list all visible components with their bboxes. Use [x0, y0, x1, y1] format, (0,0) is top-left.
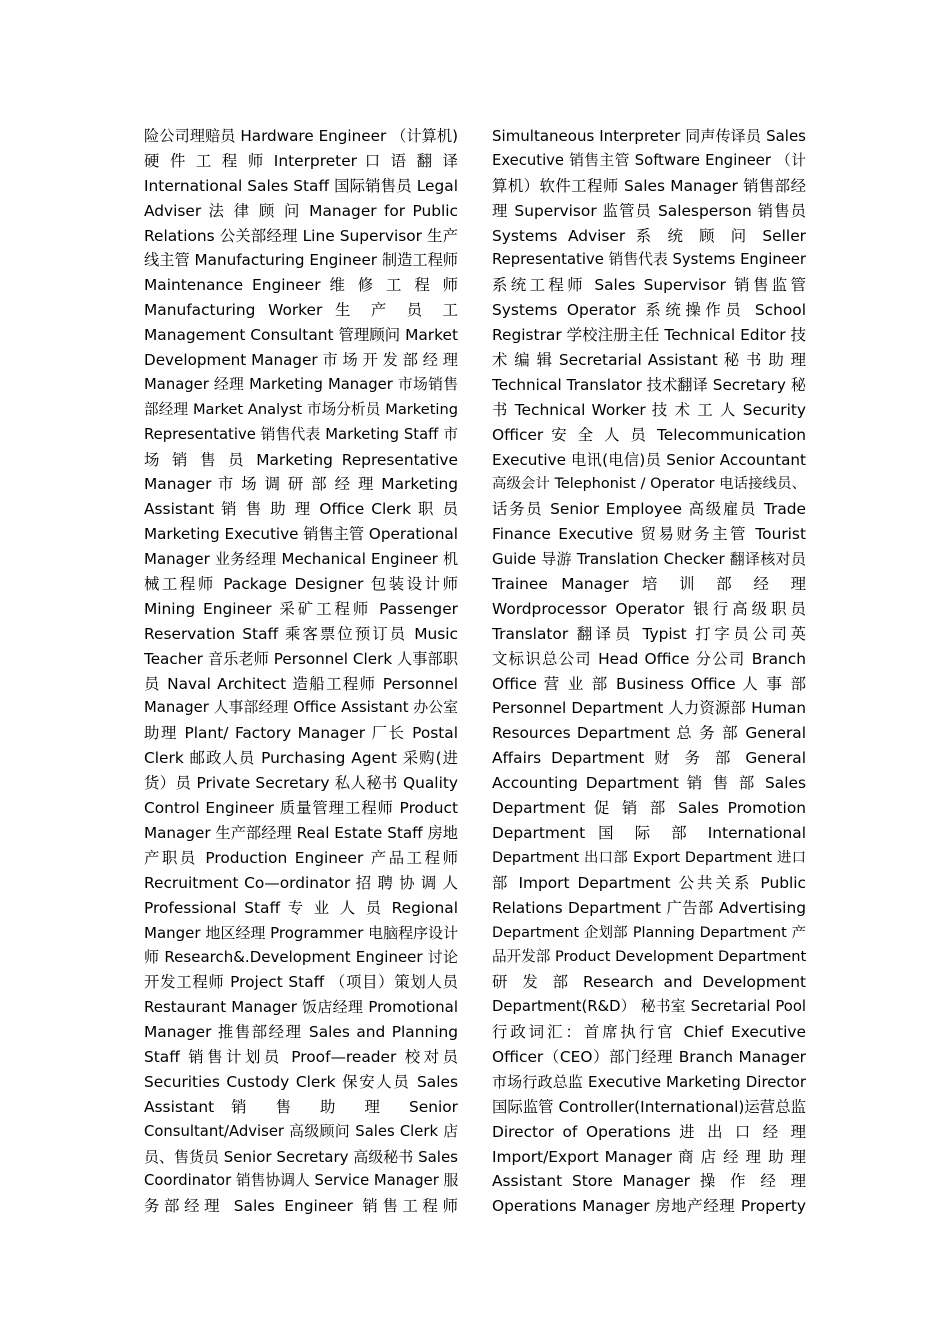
right-column-line: Resources Department 总 务 部 General: [492, 724, 806, 743]
right-column-line: Affairs Department 财 务 部 General: [492, 749, 806, 768]
left-column-line: Marketing Executive 销售主管 Operational: [144, 525, 458, 544]
right-column-line: Officer（CEO）部门经理 Branch Manager: [492, 1047, 806, 1066]
left-column-line: Teacher 音乐老师 Personnel Clerk 人事部职: [144, 649, 458, 668]
left-column-line: Restaurant Manager 饭店经理 Promotional: [144, 998, 458, 1017]
right-column-line: 系统工程师 Sales Supervisor 销售监管: [492, 276, 806, 295]
left-column-line: Control Engineer 质量管理工程师 Product: [144, 799, 458, 818]
left-column-line: 开发工程师 Project Staff （项目）策划人员: [144, 973, 458, 992]
right-column-line: Representative 销售代表 Systems Engineer: [492, 251, 806, 269]
left-column-line: International Sales Staff 国际销售员 Legal: [144, 176, 458, 195]
left-column-line: Staff 销售计划员 Proof—reader 校对员: [144, 1047, 458, 1066]
right-column-line: Guide 导游 Translation Checker 翻译核对员: [492, 550, 806, 569]
left-column-line: Reservation Staff 乘客票位预订员 Music: [144, 624, 458, 643]
left-column-line: 助理 Plant/ Factory Manager 厂长 Postal: [144, 724, 458, 743]
left-column-line: Assistant 销 售 助 理 Senior: [144, 1097, 458, 1116]
right-column-line: Executive 销售主管 Software Engineer （计: [492, 151, 806, 169]
right-text-column: [492, 124, 806, 1219]
left-column-line: Manager 经理 Marketing Manager 市场销售: [144, 375, 458, 393]
left-column-line: Manger 地区经理 Programmer 电脑程序设计: [144, 923, 458, 942]
left-column-line: Recruitment Co—ordinator 招 聘 协 调 人: [144, 873, 458, 892]
right-column-line: Wordprocessor Operator 银行高级职员: [492, 599, 806, 618]
left-column-line: Consultant/Adviser 高级顾问 Sales Clerk 店: [144, 1122, 458, 1140]
right-column-line: 高级会计 Telephonist / Operator 电话接线员、: [492, 476, 806, 493]
right-column-line: 文标识总公司 Head Office 分公司 Branch: [492, 649, 806, 668]
right-column-line: 研 发 部 Research and Development: [492, 973, 806, 992]
right-column-line: 书 Technical Worker 技 术 工 人 Security: [492, 400, 806, 419]
left-column-line: Manager 人事部经理 Office Assistant 办公室: [144, 699, 458, 717]
left-column-line: Manager 市 场 调 研 部 经 理 Marketing: [144, 475, 458, 494]
right-column-line: Finance Executive 贸易财务主管 Tourist: [492, 525, 806, 544]
left-column-line: 硬 件 工 程 师 Interpreter 口 语 翻 译: [144, 151, 458, 170]
right-column-line: Officer 安 全 人 员 Telecommunication: [492, 425, 806, 444]
left-text-column: [144, 124, 458, 1219]
left-column-line: 械工程师 Package Designer 包装设计师: [144, 575, 458, 594]
left-column-line: Clerk 邮政人员 Purchasing Agent 采购(进: [144, 749, 458, 768]
left-column-line: Manager 推售部经理 Sales and Planning: [144, 1023, 458, 1042]
left-column-line: Professional Staff 专 业 人 员 Regional: [144, 898, 458, 917]
left-column-line: 产职员 Production Engineer 产品工程师: [144, 848, 458, 867]
right-column-line: 品开发部 Product Development Department: [492, 948, 806, 966]
left-column-line: 员 Naval Architect 造船工程师 Personnel: [144, 674, 458, 693]
right-column-line: Translator 翻译员 Typist 打字员公司英: [492, 624, 806, 643]
left-column-line: Representative 销售代表 Marketing Staff 市: [144, 425, 458, 443]
right-column-line: 部 Import Department 公共关系 Public: [492, 873, 806, 892]
left-column-line: Coordinator 销售协调人 Service Manager 服: [144, 1172, 458, 1190]
left-column-line: Relations 公关部经理 Line Supervisor 生产: [144, 226, 458, 245]
right-column-line: Personnel Department 人力资源部 Human: [492, 699, 806, 718]
right-column-line: Technical Translator 技术翻译 Secretary 秘: [492, 375, 806, 394]
right-column-line: Director of Operations 进 出 口 经 理: [492, 1122, 806, 1141]
right-column-line: 市场行政总监 Executive Marketing Director: [492, 1072, 806, 1091]
right-column-line: Assistant Store Manager 操 作 经 理: [492, 1172, 806, 1191]
right-column-line: Department 企划部 Planning Department 产: [492, 924, 806, 941]
right-column-line: Department 出口部 Export Department 进口: [492, 849, 806, 866]
left-column-line: 师 Research&.Development Engineer 讨论: [144, 948, 458, 967]
left-column-line: Manufacturing Worker 生 产 员 工: [144, 301, 458, 320]
left-column-line: 员、售货员 Senior Secretary 高级秘书 Sales: [144, 1147, 458, 1166]
right-column-line: 算机）软件工程师 Sales Manager 销售部经: [492, 176, 806, 195]
right-column-line: 术 编 辑 Secretarial Assistant 秘 书 助 理: [492, 351, 806, 370]
left-column-line: Mining Engineer 采矿工程师 Passenger: [144, 599, 458, 618]
left-column-line: 险公司理赔员 Hardware Engineer （计算机): [144, 127, 458, 145]
left-column-line: 务部经理 Sales Engineer 销售工程师: [144, 1197, 458, 1216]
left-column-line: Assistant 销 售 助 理 Office Clerk 职 员: [144, 500, 458, 519]
right-column-line: Department(R&D） 秘书室 Secretarial Pool: [492, 998, 806, 1016]
left-column-line: 货）员 Private Secretary 私人秘书 Quality: [144, 774, 458, 793]
left-column-line: Securities Custody Clerk 保安人员 Sales: [144, 1072, 458, 1091]
right-column-line: Accounting Department 销 售 部 Sales: [492, 774, 806, 793]
left-column-line: 部经理 Market Analyst 市场分析员 Marketing: [144, 400, 458, 418]
right-column-line: 理 Supervisor 监管员 Salesperson 销售员: [492, 201, 806, 220]
right-column-line: 话务员 Senior Employee 高级雇员 Trade: [492, 500, 806, 519]
right-column-line: 行政词汇：首席执行官 Chief Executive: [492, 1023, 806, 1042]
right-column-line: Systems Operator 系统操作员 School: [492, 301, 806, 320]
left-column-line: Maintenance Engineer 维 修 工 程 师: [144, 276, 458, 295]
left-column-line: Development Manager 市 场 开 发 部 经 理: [144, 351, 458, 370]
right-column-line: Executive 电讯(电信)员 Senior Accountant: [492, 450, 806, 469]
left-column-line: 场 销 售 员 Marketing Representative: [144, 450, 458, 469]
right-column-line: 国际监管 Controller(International)运营总监: [492, 1097, 806, 1116]
right-column-line: Trainee Manager 培 训 部 经 理: [492, 575, 806, 594]
right-column-line: Department 国 际 部 International: [492, 823, 806, 842]
left-column-line: Adviser 法 律 顾 问 Manager for Public: [144, 201, 458, 220]
right-column-line: Office 营 业 部 Business Office 人 事 部: [492, 674, 806, 693]
right-column-line: Registrar 学校注册主任 Technical Editor 技: [492, 326, 806, 345]
right-column-line: Operations Manager 房地产经理 Property: [492, 1197, 806, 1216]
right-column-line: Systems Adviser 系 统 顾 问 Seller: [492, 226, 806, 245]
right-column-line: Department 促 销 部 Sales Promotion: [492, 799, 806, 818]
left-column-line: Manager 业务经理 Mechanical Engineer 机: [144, 550, 458, 569]
left-column-line: Manager 生产部经理 Real Estate Staff 房地: [144, 823, 458, 842]
right-column-line: Relations Department 广告部 Advertising: [492, 898, 806, 917]
left-column-line: Management Consultant 管理顾问 Market: [144, 326, 458, 345]
right-column-line: Import/Export Manager 商 店 经 理 助 理: [492, 1147, 806, 1166]
right-column-line: Simultaneous Interpreter 同声传译员 Sales: [492, 127, 806, 145]
left-column-line: 线主管 Manufacturing Engineer 制造工程师: [144, 251, 458, 270]
